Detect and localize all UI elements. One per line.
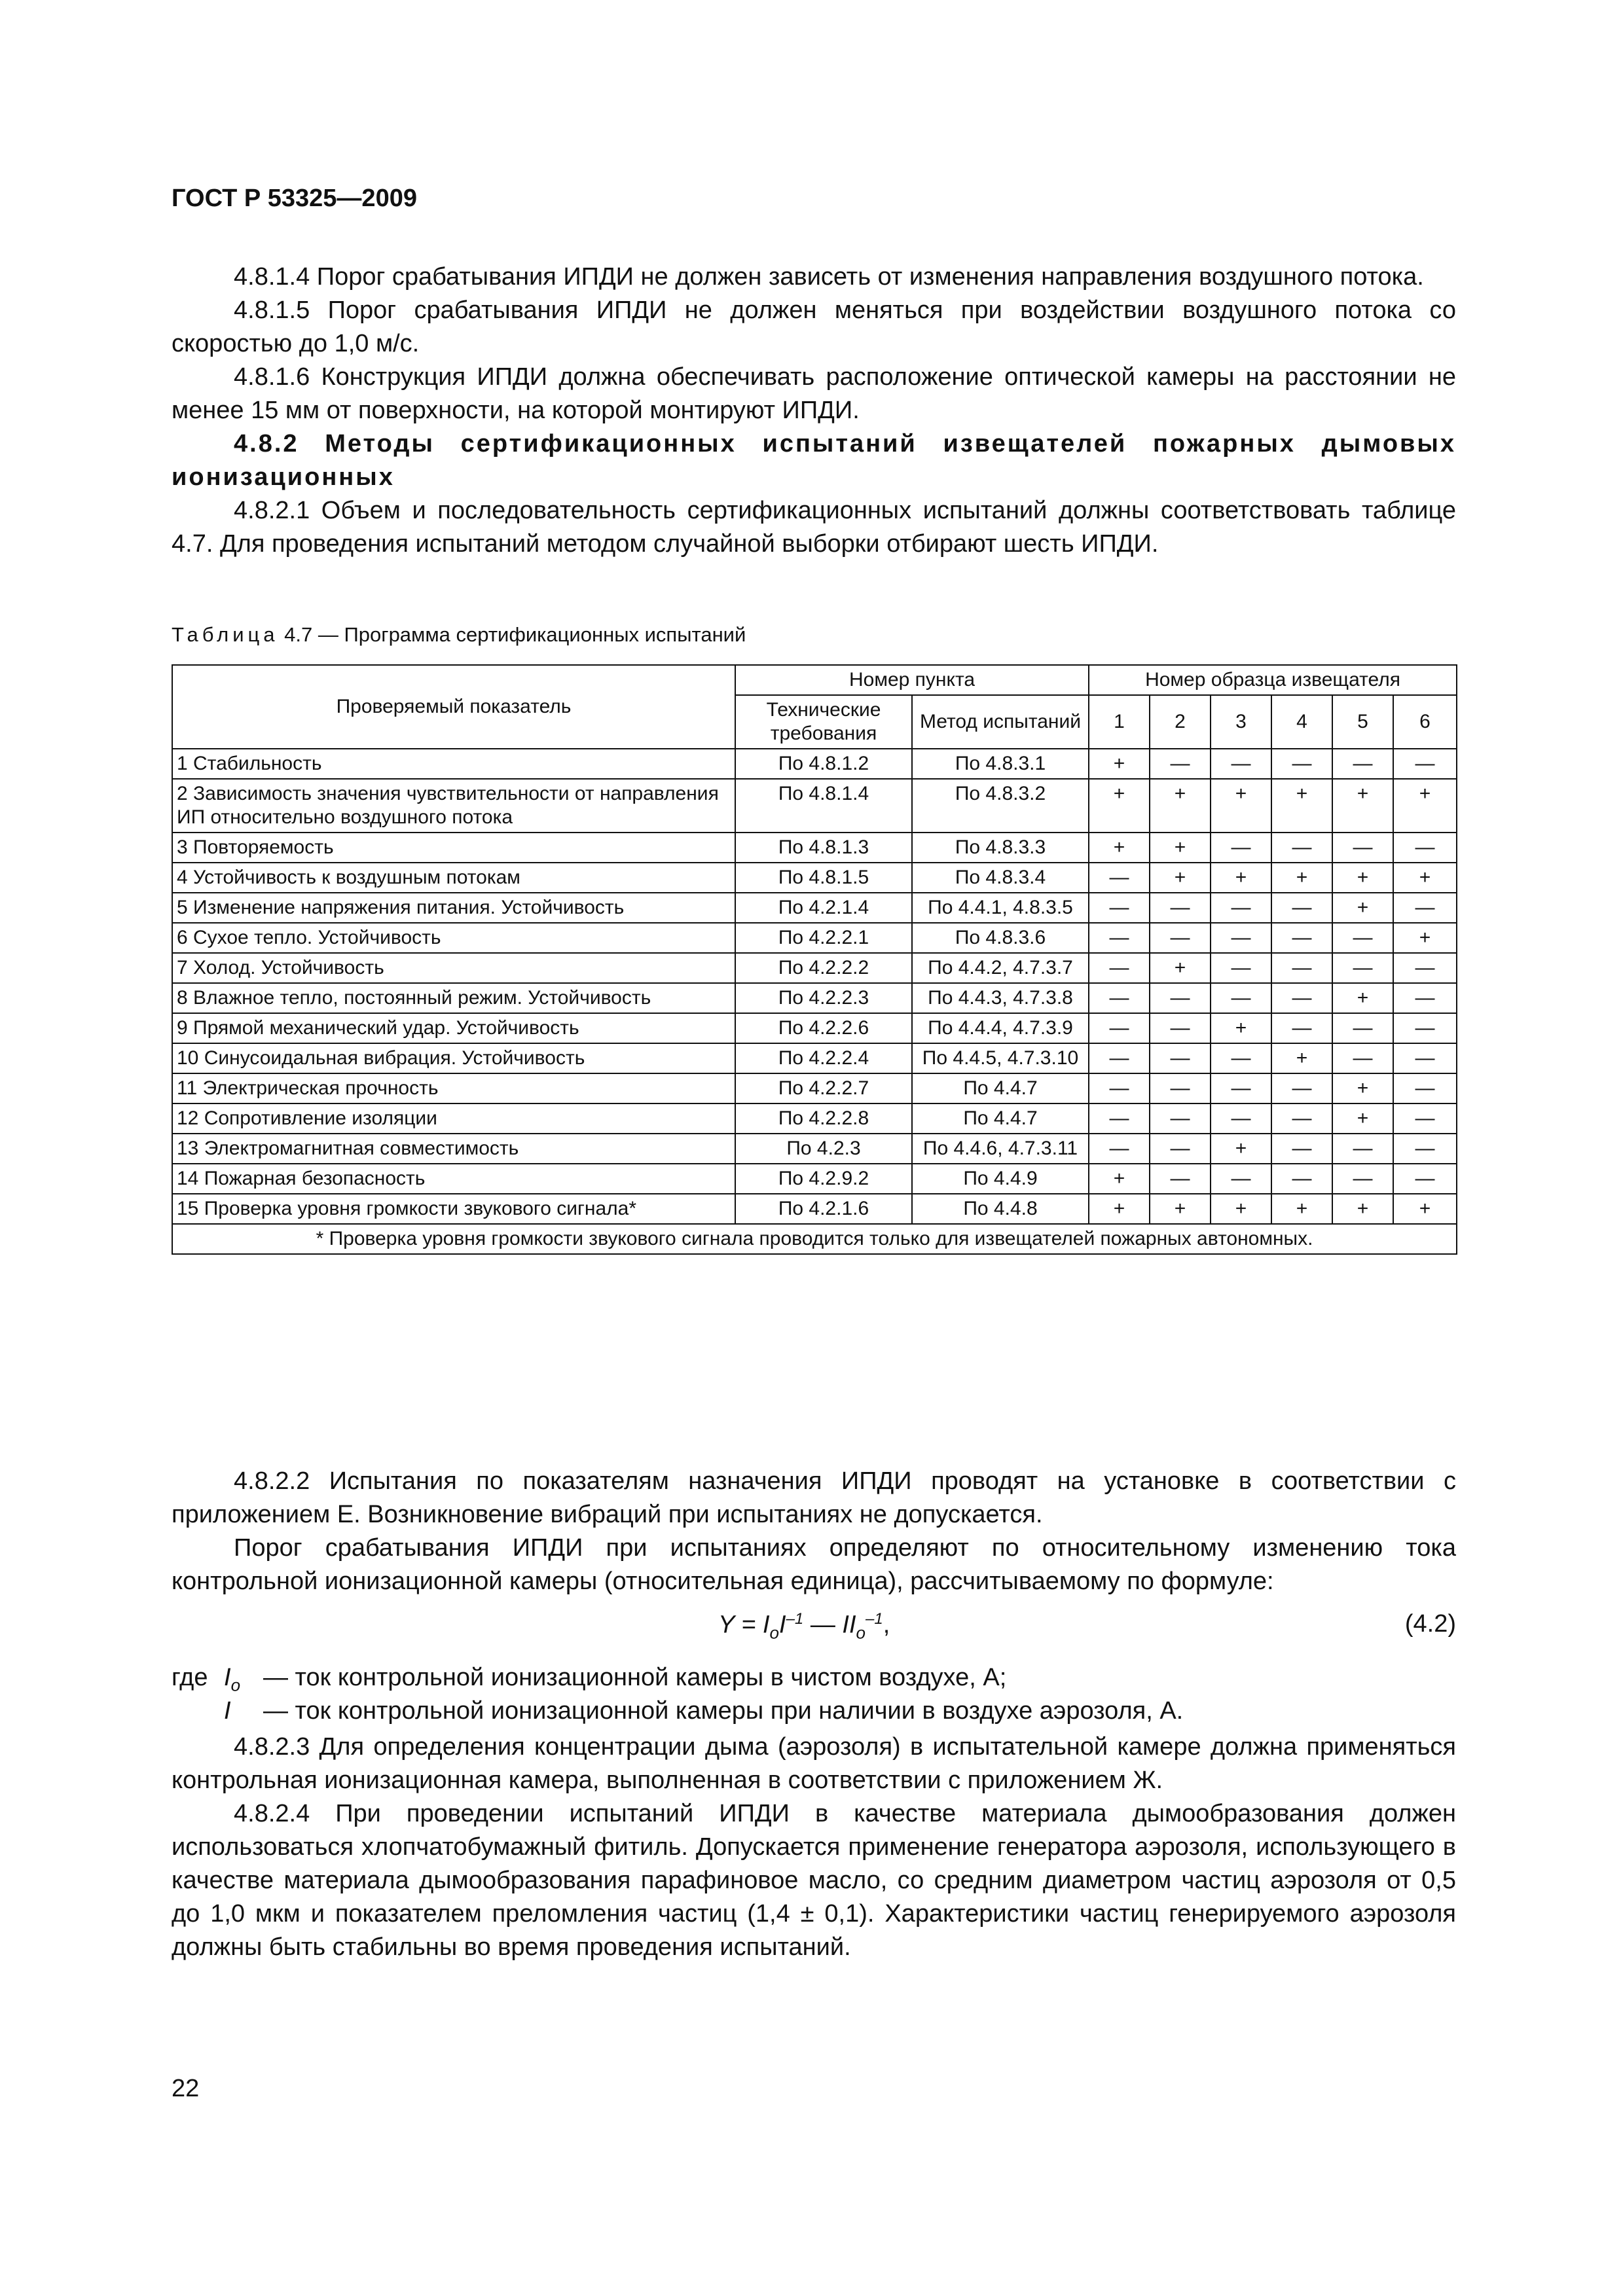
sample-mark-cell: — <box>1089 1013 1150 1043</box>
sample-mark-cell: + <box>1393 1194 1457 1224</box>
table-caption-text: 4.7 — Программа сертификационных испытаний <box>278 623 746 646</box>
method-cell: По 4.4.9 <box>912 1164 1089 1194</box>
sample-mark-cell: — <box>1211 1103 1271 1134</box>
method-cell: По 4.4.6, 4.7.3.11 <box>912 1134 1089 1164</box>
requirement-cell: По 4.2.2.6 <box>735 1013 912 1043</box>
sample-mark-cell: — <box>1393 1134 1457 1164</box>
sample-mark-cell: — <box>1089 1103 1150 1134</box>
sample-mark-cell: — <box>1211 953 1271 983</box>
sample-mark-cell: — <box>1332 923 1393 953</box>
sample-mark-cell: + <box>1211 1194 1271 1224</box>
table-row <box>172 893 1457 923</box>
sample-mark-cell: — <box>1089 863 1150 893</box>
indicator-cell: 1 Стабильность <box>172 749 735 779</box>
sample-mark-cell: — <box>1271 833 1332 863</box>
paragraph: 4.8.1.4 Порог срабатывания ИПДИ не должен зависеть от изменения направления воздушного потока. <box>234 263 1424 291</box>
sample-mark-cell: + <box>1211 863 1271 893</box>
indicator-cell: 15 Проверка уровня громкости звукового сигнала* <box>172 1194 735 1224</box>
sample-mark-cell: + <box>1332 779 1393 833</box>
method-cell: По 4.4.8 <box>912 1194 1089 1224</box>
sample-mark-cell: + <box>1332 893 1393 923</box>
sample-mark-cell: — <box>1271 1073 1332 1103</box>
section-heading: 4.8.2 Методы сертификационных испытаний извещателей пожарных дымовых ионизационных <box>172 430 1456 491</box>
table-row <box>172 1013 1457 1043</box>
table-row <box>172 1194 1457 1224</box>
sample-mark-cell: — <box>1393 893 1457 923</box>
requirement-cell: По 4.8.1.5 <box>735 863 912 893</box>
formula-legend <box>172 1664 1456 1731</box>
method-cell: По 4.8.3.2 <box>912 779 1089 833</box>
certification-table <box>172 664 1457 1255</box>
formula-4-2 <box>172 1610 1456 1649</box>
head-sample-number: Номер образца извещателя <box>1089 665 1457 695</box>
paragraph: Порог срабатывания ИПДИ при испытаниях определяют по относительному изменению тока контрольной ионизационной камеры (относительная единица), рассчитываемому по формуле: <box>172 1534 1456 1595</box>
head-sample-3: 3 <box>1211 695 1271 749</box>
indicator-cell: 7 Холод. Устойчивость <box>172 953 735 983</box>
method-cell: По 4.4.5, 4.7.3.10 <box>912 1043 1089 1073</box>
sample-mark-cell: + <box>1271 863 1332 893</box>
requirement-cell: По 4.2.2.7 <box>735 1073 912 1103</box>
sample-mark-cell: — <box>1393 953 1457 983</box>
legend-label: где <box>172 1664 208 1691</box>
requirement-cell: По 4.8.1.2 <box>735 749 912 779</box>
sample-mark-cell: + <box>1089 779 1150 833</box>
sample-mark-cell: — <box>1271 1164 1332 1194</box>
sample-mark-cell: + <box>1332 1103 1393 1134</box>
sample-mark-cell: + <box>1089 1164 1150 1194</box>
sample-mark-cell: — <box>1150 1043 1211 1073</box>
table-head <box>172 665 1457 749</box>
indicator-cell: 13 Электромагнитная совместимость <box>172 1134 735 1164</box>
method-cell: По 4.4.1, 4.8.3.5 <box>912 893 1089 923</box>
table-row <box>172 1073 1457 1103</box>
formula-number: (4.2) <box>1404 1610 1456 1638</box>
sample-mark-cell: — <box>1393 833 1457 863</box>
sample-mark-cell: — <box>1271 749 1332 779</box>
middle-text-block <box>172 1465 1456 1598</box>
sample-mark-cell: — <box>1211 833 1271 863</box>
paragraph: 4.8.2.3 Для определения концентрации дыма (аэрозоля) в испытательной камере должна применяться контрольная ионизационная камера, выполненная в соответствии с приложением Ж. <box>172 1733 1456 1794</box>
requirement-cell: По 4.2.1.4 <box>735 893 912 923</box>
requirement-cell: По 4.2.1.6 <box>735 1194 912 1224</box>
sample-mark-cell: — <box>1089 923 1150 953</box>
head-sample-2: 2 <box>1150 695 1211 749</box>
table-row <box>172 863 1457 893</box>
table-caption <box>172 623 746 647</box>
method-cell: По 4.8.3.4 <box>912 863 1089 893</box>
top-text-block <box>172 260 1456 561</box>
requirement-cell: По 4.8.1.4 <box>735 779 912 833</box>
head-indicator: Проверяемый показатель <box>172 665 735 749</box>
table-row <box>172 779 1457 833</box>
sample-mark-cell: — <box>1332 953 1393 983</box>
sample-mark-cell: + <box>1393 923 1457 953</box>
sample-mark-cell: — <box>1211 1073 1271 1103</box>
requirement-cell: По 4.2.2.8 <box>735 1103 912 1134</box>
sample-mark-cell: — <box>1089 983 1150 1013</box>
indicator-cell: 14 Пожарная безопасность <box>172 1164 735 1194</box>
head-item-number: Номер пункта <box>735 665 1089 695</box>
legend-row <box>172 1664 1456 1697</box>
sample-mark-cell: + <box>1089 1194 1150 1224</box>
sample-mark-cell: + <box>1211 1013 1271 1043</box>
sample-mark-cell: — <box>1211 1043 1271 1073</box>
requirement-cell: По 4.2.2.1 <box>735 923 912 953</box>
method-cell: По 4.4.7 <box>912 1073 1089 1103</box>
head-sample-1: 1 <box>1089 695 1150 749</box>
sample-mark-cell: — <box>1150 1164 1211 1194</box>
paragraph: 4.8.2.1 Объем и последовательность сертификационных испытаний должны соответствовать таблице 4.7. Для проведения испытаний методом случайной выборки отбирают шесть ИПДИ. <box>172 497 1456 558</box>
sample-mark-cell: — <box>1271 983 1332 1013</box>
sample-mark-cell: — <box>1150 923 1211 953</box>
sample-mark-cell: — <box>1089 953 1150 983</box>
sample-mark-cell: + <box>1089 749 1150 779</box>
paragraph: 4.8.2.2 Испытания по показателям назначения ИПДИ проводят на установке в соответствии с приложением Е. Возникновение вибраций при испытаниях не допускается. <box>172 1467 1456 1528</box>
table-row <box>172 1164 1457 1194</box>
sample-mark-cell: + <box>1150 953 1211 983</box>
indicator-cell: 6 Сухое тепло. Устойчивость <box>172 923 735 953</box>
sample-mark-cell: — <box>1089 1073 1150 1103</box>
paragraph: 4.8.2.4 При проведении испытаний ИПДИ в качестве материала дымообразования должен использоваться хлопчатобумажный фитиль. Допускается применение генератора аэрозоля, использующего в качестве материала дымообразования парафиновое масло, со средним диаметром частиц аэрозоля от 0,5 до 1,0 мкм и показателем преломления частиц (1,4 ± 0,1). Характеристики частиц генерируемого аэрозоля должны быть стабильны во время проведения испытаний. <box>172 1800 1456 1961</box>
sample-mark-cell: — <box>1393 1013 1457 1043</box>
sample-mark-cell: + <box>1332 1194 1393 1224</box>
sample-mark-cell: + <box>1150 863 1211 893</box>
table-row <box>172 983 1457 1013</box>
head-sample-6: 6 <box>1393 695 1457 749</box>
head-sample-5: 5 <box>1332 695 1393 749</box>
sample-mark-cell: — <box>1211 983 1271 1013</box>
sample-mark-cell: + <box>1150 1194 1211 1224</box>
sample-mark-cell: — <box>1089 893 1150 923</box>
table-row <box>172 1103 1457 1134</box>
sample-mark-cell: + <box>1271 1043 1332 1073</box>
legend-desc: — ток контрольной ионизационной камеры при наличии в воздухе аэрозоля, А. <box>263 1697 1184 1725</box>
method-cell: По 4.4.4, 4.7.3.9 <box>912 1013 1089 1043</box>
sample-mark-cell: — <box>1271 953 1332 983</box>
table-row <box>172 749 1457 779</box>
sample-mark-cell: — <box>1271 893 1332 923</box>
sample-mark-cell: — <box>1150 1103 1211 1134</box>
sample-mark-cell: + <box>1332 983 1393 1013</box>
head-requirements: Технические требования <box>735 695 912 749</box>
requirement-cell: По 4.2.2.4 <box>735 1043 912 1073</box>
sample-mark-cell: + <box>1211 779 1271 833</box>
table-row <box>172 923 1457 953</box>
sample-mark-cell: — <box>1332 1164 1393 1194</box>
sample-mark-cell: + <box>1393 863 1457 893</box>
indicator-cell: 12 Сопротивление изоляции <box>172 1103 735 1134</box>
sample-mark-cell: — <box>1393 983 1457 1013</box>
sample-mark-cell: — <box>1150 983 1211 1013</box>
requirement-cell: По 4.2.9.2 <box>735 1164 912 1194</box>
sample-mark-cell: — <box>1393 1103 1457 1134</box>
sample-mark-cell: — <box>1332 1013 1393 1043</box>
sample-mark-cell: + <box>1150 833 1211 863</box>
indicator-cell: 2 Зависимость значения чувствительности от направления ИП относительно воздушного потока <box>172 779 735 833</box>
indicator-cell: 10 Синусоидальная вибрация. Устойчивость <box>172 1043 735 1073</box>
requirement-cell: По 4.2.3 <box>735 1134 912 1164</box>
method-cell: По 4.4.7 <box>912 1103 1089 1134</box>
sample-mark-cell: + <box>1211 1134 1271 1164</box>
table-row <box>172 1043 1457 1073</box>
page-number: 22 <box>172 2075 200 2102</box>
sample-mark-cell: + <box>1393 779 1457 833</box>
table-footnote: * Проверка уровня громкости звукового сигнала проводится только для извещателей пожарных автономных. <box>172 1224 1457 1254</box>
indicator-cell: 8 Влажное тепло, постоянный режим. Устойчивость <box>172 983 735 1013</box>
method-cell: По 4.4.3, 4.7.3.8 <box>912 983 1089 1013</box>
sample-mark-cell: + <box>1271 779 1332 833</box>
requirement-cell: По 4.8.1.3 <box>735 833 912 863</box>
table-body <box>172 749 1457 1224</box>
sample-mark-cell: — <box>1332 1134 1393 1164</box>
paragraph: 4.8.1.5 Порог срабатывания ИПДИ не должен меняться при воздействии воздушного потока со скоростью до 1,0 м/с. <box>172 296 1456 357</box>
formula-expression: $Y = I_oI^{-1}$ — $II_o^{-1}$, <box>718 1610 890 1643</box>
bottom-text-block <box>172 1731 1456 1964</box>
indicator-cell: 3 Повторяемость <box>172 833 735 863</box>
sample-mark-cell: — <box>1332 1043 1393 1073</box>
method-cell: По 4.8.3.1 <box>912 749 1089 779</box>
sample-mark-cell: — <box>1150 749 1211 779</box>
sample-mark-cell: — <box>1393 749 1457 779</box>
sample-mark-cell: — <box>1393 1073 1457 1103</box>
table-caption-prefix: Таблица <box>172 623 279 646</box>
head-sample-4: 4 <box>1271 695 1332 749</box>
requirement-cell: По 4.2.2.3 <box>735 983 912 1013</box>
sample-mark-cell: — <box>1271 1134 1332 1164</box>
sample-mark-cell: — <box>1150 893 1211 923</box>
sample-mark-cell: — <box>1211 749 1271 779</box>
legend-symbol: I <box>224 1697 231 1725</box>
requirement-cell: По 4.2.2.2 <box>735 953 912 983</box>
sample-mark-cell: + <box>1332 1073 1393 1103</box>
table-row <box>172 833 1457 863</box>
sample-mark-cell: — <box>1211 893 1271 923</box>
indicator-cell: 9 Прямой механический удар. Устойчивость <box>172 1013 735 1043</box>
method-cell: По 4.4.2, 4.7.3.7 <box>912 953 1089 983</box>
legend-symbol: $I_o$ <box>224 1664 241 1695</box>
indicator-cell: 4 Устойчивость к воздушным потокам <box>172 863 735 893</box>
sample-mark-cell: + <box>1332 863 1393 893</box>
sample-mark-cell: — <box>1211 923 1271 953</box>
sample-mark-cell: — <box>1089 1134 1150 1164</box>
sample-mark-cell: — <box>1332 833 1393 863</box>
method-cell: По 4.8.3.6 <box>912 923 1089 953</box>
sample-mark-cell: — <box>1150 1013 1211 1043</box>
sample-mark-cell: + <box>1271 1194 1332 1224</box>
sample-mark-cell: — <box>1393 1164 1457 1194</box>
indicator-cell: 5 Изменение напряжения питания. Устойчивость <box>172 893 735 923</box>
document-header: ГОСТ Р 53325—2009 <box>172 185 417 212</box>
sample-mark-cell: — <box>1271 1013 1332 1043</box>
method-cell: По 4.8.3.3 <box>912 833 1089 863</box>
indicator-cell: 11 Электрическая прочность <box>172 1073 735 1103</box>
head-method: Метод испытаний <box>912 695 1089 749</box>
sample-mark-cell: — <box>1271 1103 1332 1134</box>
sample-mark-cell: — <box>1332 749 1393 779</box>
sample-mark-cell: — <box>1393 1043 1457 1073</box>
sample-mark-cell: + <box>1150 779 1211 833</box>
sample-mark-cell: — <box>1089 1043 1150 1073</box>
table-row <box>172 953 1457 983</box>
table-row <box>172 1134 1457 1164</box>
paragraph: 4.8.1.6 Конструкция ИПДИ должна обеспечивать расположение оптической камеры на расстоянии не менее 15 мм от поверхности, на которой монтируют ИПДИ. <box>172 363 1456 424</box>
sample-mark-cell: — <box>1271 923 1332 953</box>
legend-desc: — ток контрольной ионизационной камеры в чистом воздухе, А; <box>263 1664 1007 1691</box>
sample-mark-cell: — <box>1211 1164 1271 1194</box>
sample-mark-cell: — <box>1150 1134 1211 1164</box>
sample-mark-cell: + <box>1089 833 1150 863</box>
sample-mark-cell: — <box>1150 1073 1211 1103</box>
legend-row <box>172 1697 1456 1731</box>
